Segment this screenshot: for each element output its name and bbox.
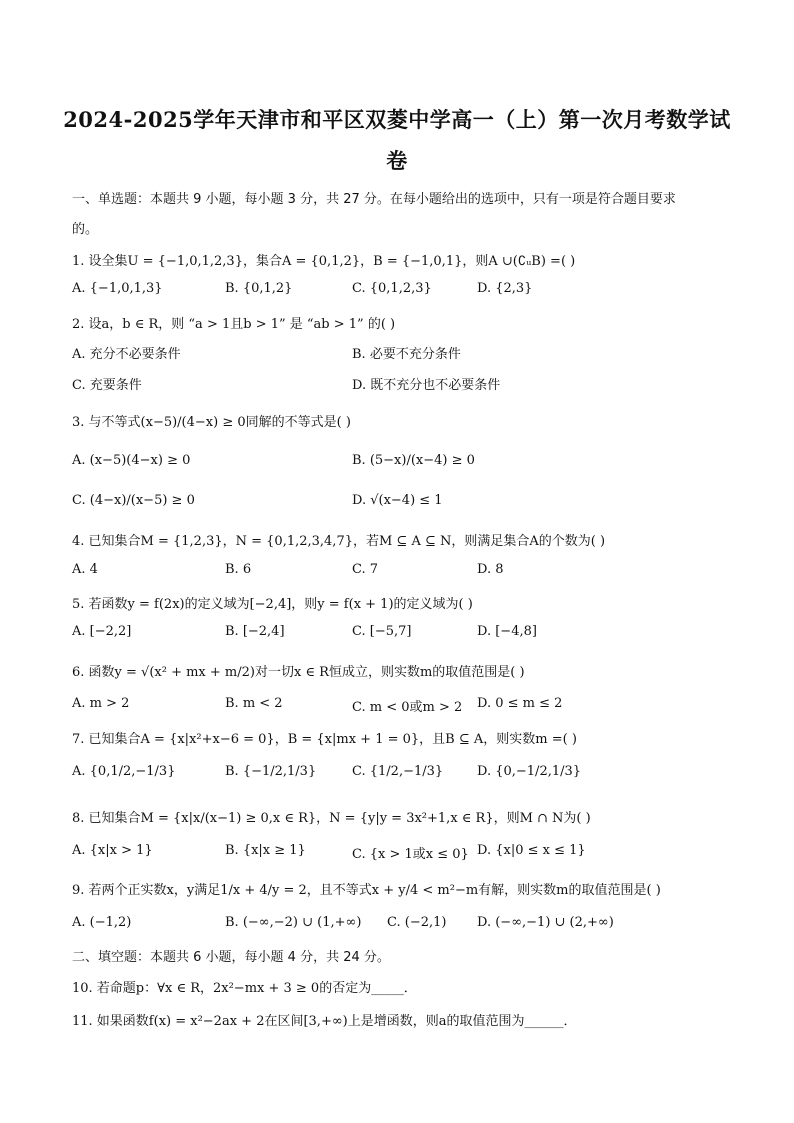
question-2-stem: 2. 设a，b ∈ R，则 “a > 1且b > 1” 是 “ab > 1” 的( ) [72, 317, 396, 332]
option-d: D. {x|0 ≤ x ≤ 1} [477, 843, 586, 858]
question-7-options [72, 764, 732, 782]
option-b: B. 必要不充分条件 [352, 347, 461, 362]
question-9-options [72, 915, 732, 933]
option-b: B. [−2,4] [225, 624, 285, 639]
question-8-stem: 8. 已知集合M = {x|x/(x−1) ≥ 0,x ∈ R}，N = {y|y = 3x²+1,x ∈ R}，则M ∩ N为( ) [72, 811, 591, 826]
question-5-stem: 5. 若函数y = f(2x)的定义域为[−2,4]，则y = f(x + 1)的定义域为( ) [72, 597, 473, 612]
section2-heading: 二、填空题：本题共 6 小题，每小题 4 分，共 24 分。 [72, 950, 390, 965]
option-c: C. (−2,1) [387, 915, 447, 930]
question-9-stem: 9. 若两个正实数x，y满足1/x + 4/y = 2，且不等式x + y/4 < m²−m有解，则实数m的取值范围是( ) [72, 883, 661, 898]
option-c: C. {1/2,−1/3} [352, 764, 444, 779]
exam-title-line2: 卷 [386, 148, 408, 173]
option-d: D. 8 [477, 562, 504, 577]
option-b: B. m < 2 [225, 696, 283, 711]
option-a: A. 充分不必要条件 [72, 347, 181, 362]
option-b: B. {0,1,2} [225, 281, 293, 296]
option-a: A. {−1,0,1,3} [72, 281, 163, 296]
option-a: A. (−1,2) [72, 915, 132, 930]
question-3-options-row1 [72, 453, 732, 471]
question-5-options [72, 624, 732, 642]
question-4-stem: 4. 已知集合M = {1,2,3}，N = {0,1,2,3,4,7}，若M ⊆ A ⊆ N，则满足集合A的个数为( ) [72, 534, 606, 549]
option-d: D. (−∞,−1) ∪ (2,+∞) [477, 915, 614, 930]
option-c: C. [−5,7] [352, 624, 412, 639]
option-d: D. √(x−4) ≤ 1 [352, 493, 443, 508]
option-a: A. (x−5)(4−x) ≥ 0 [72, 453, 191, 468]
question-1-stem: 1. 设全集U = {−1,0,1,2,3}，集合A = {0,1,2}，B = {−1,0,1}，则A ∪(∁ᵤB) =( ) [72, 254, 576, 269]
option-d: D. {2,3} [477, 281, 533, 296]
question-8-options [72, 843, 732, 861]
option-d: D. 0 ≤ m ≤ 2 [477, 696, 563, 711]
question-4-options [72, 562, 732, 580]
option-b: B. {x|x ≥ 1} [225, 843, 306, 858]
question-3-options-row2 [72, 493, 732, 511]
question-2-options-row1 [72, 343, 732, 361]
option-b: B. (5−x)/(x−4) ≥ 0 [352, 453, 475, 468]
question-2-options-row2 [72, 374, 732, 392]
option-c: C. (4−x)/(x−5) ≥ 0 [72, 493, 195, 508]
exam-title-line1: 2024-2025学年天津市和平区双菱中学高一（上）第一次月考数学试 [63, 107, 731, 132]
option-a: A. {x|x > 1} [72, 843, 153, 858]
option-d: D. {0,−1/2,1/3} [477, 764, 582, 779]
question-1-options [72, 281, 732, 299]
option-a: A. {0,1/2,−1/3} [72, 764, 176, 779]
option-c: C. m < 0或m > 2 [352, 700, 463, 715]
question-7-stem: 7. 已知集合A = {x|x²+x−6 = 0}，B = {x|mx + 1 = 0}，且B ⊆ A，则实数m =( ) [72, 732, 577, 747]
question-11-stem: 11. 如果函数f(x) = x²−2ax + 2在区间[3,+∞)上是增函数，则a的取值范围为______． [72, 1014, 577, 1029]
section1-heading-line2: 的。 [72, 222, 99, 237]
option-a: A. m > 2 [72, 696, 130, 711]
option-a: A. 4 [72, 562, 98, 577]
option-b: B. 6 [225, 562, 252, 577]
option-a: A. [−2,2] [72, 624, 132, 639]
option-d: D. 既不充分也不必要条件 [352, 378, 501, 393]
question-6-options [72, 696, 732, 714]
question-10-stem: 10. 若命题p：∀x ∈ R，2x²−mx + 3 ≥ 0的否定为_____． [72, 981, 417, 996]
section1-heading-line1: 一、单选题：本题共 9 小题，每小题 3 分，共 27 分。在每小题给出的选项中，只有一项是符合题目要求 [72, 192, 676, 207]
question-6-stem: 6. 函数y = √(x² + mx + m/2)对一切x ∈ R恒成立，则实数m的取值范围是( ) [72, 665, 525, 680]
question-3-stem: 3. 与不等式(x−5)/(4−x) ≥ 0同解的不等式是( ) [72, 415, 351, 430]
option-b: B. {−1/2,1/3} [225, 764, 317, 779]
option-d: D. [−4,8] [477, 624, 537, 639]
option-c: C. 充要条件 [72, 378, 142, 393]
option-c: C. {x > 1或x ≤ 0} [352, 847, 469, 862]
option-b: B. (−∞,−2) ∪ (1,+∞) [225, 915, 362, 930]
option-c: C. 7 [352, 562, 379, 577]
option-c: C. {0,1,2,3} [352, 281, 432, 296]
